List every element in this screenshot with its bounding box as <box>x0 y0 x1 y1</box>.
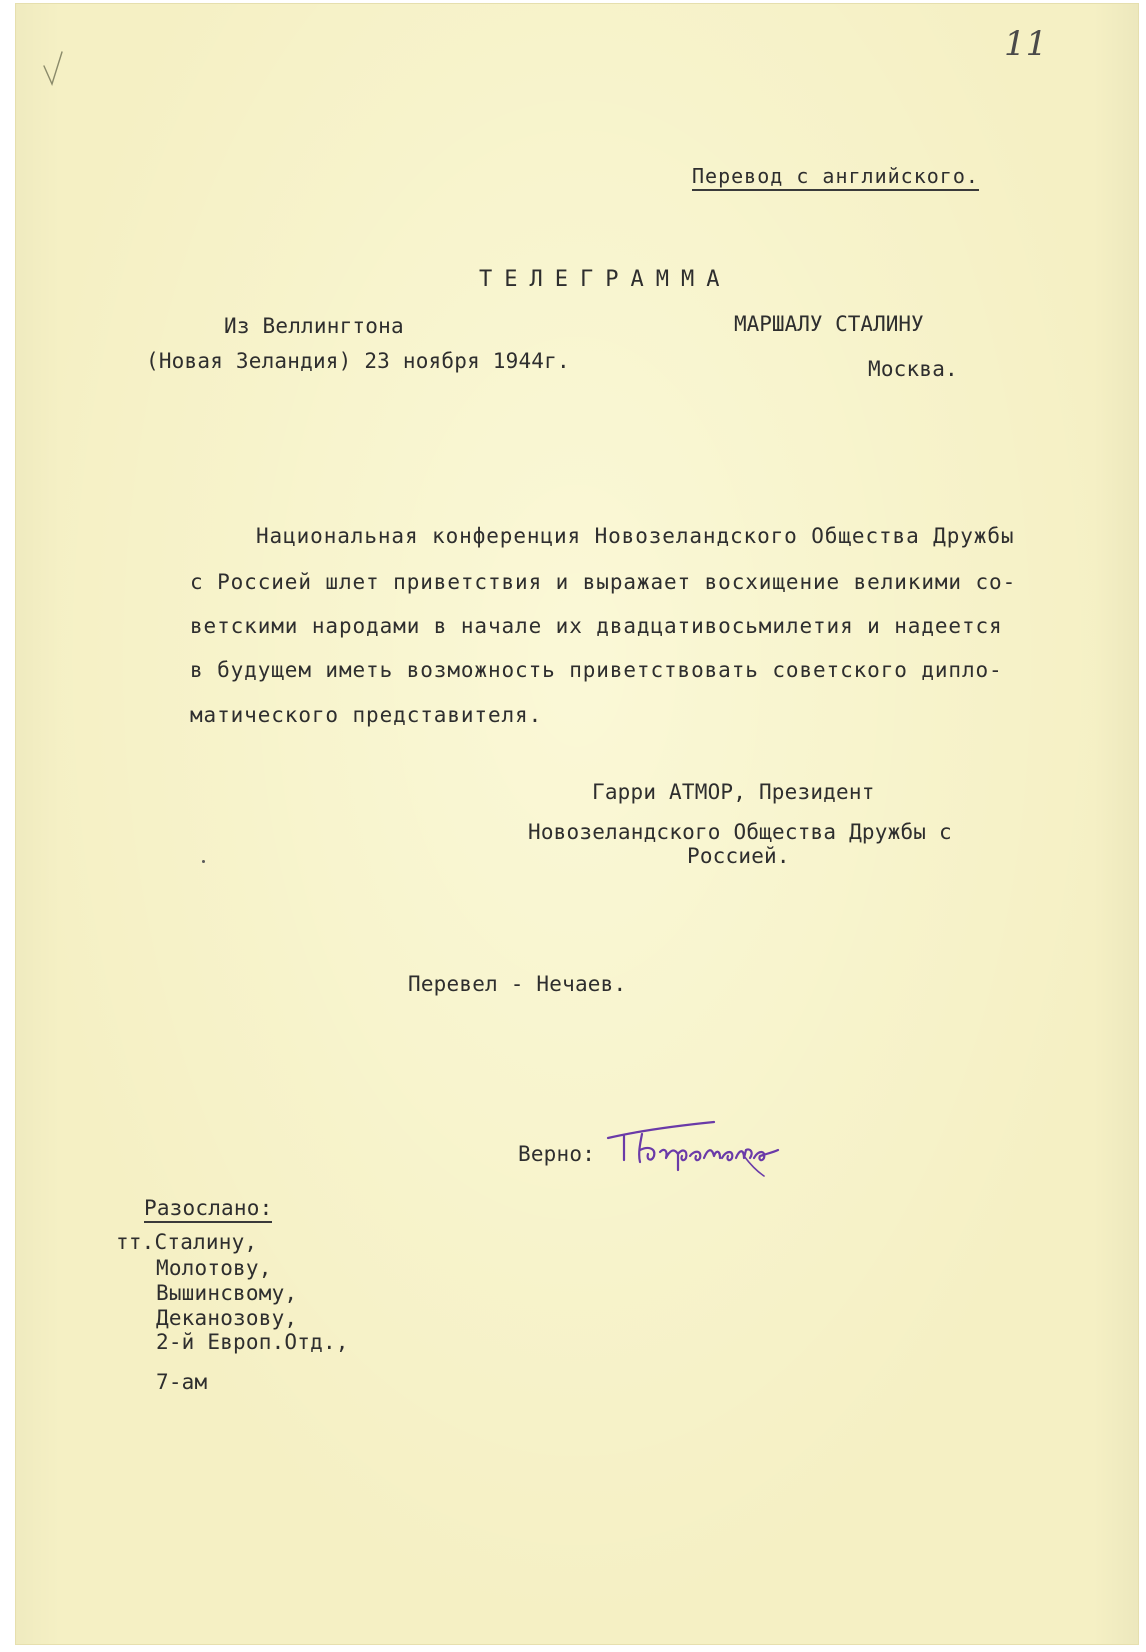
stray-dot <box>202 860 205 863</box>
origin-line-1: Из Веллингтона <box>224 314 404 338</box>
body-line-5: матического представителя. <box>190 703 543 727</box>
distribution-heading: Разослано: <box>144 1196 272 1223</box>
distribution-item: тт.Сталину, <box>116 1230 258 1254</box>
addressee-line-1: МАРШАЛУ СТАЛИНУ <box>734 312 924 336</box>
handwritten-signature <box>594 1112 794 1182</box>
document-sheet <box>16 4 1138 1644</box>
distribution-item: Деканозову, <box>156 1306 298 1330</box>
page-number: 11 <box>1004 24 1048 64</box>
distribution-item: Молотову, <box>156 1256 272 1280</box>
body-line-2: с Россией шлет приветствия и выражает восхищение великими со- <box>190 570 1017 594</box>
body-line-1: Национальная конференция Новозеландского Общества Дружбы <box>256 524 1015 548</box>
addressee-line-2: Москва. <box>868 357 958 381</box>
distribution-item: Вышинсвому, <box>156 1281 298 1305</box>
distribution-item: 2-й Европ.Отд., <box>156 1330 349 1354</box>
check-mark-icon <box>36 44 76 94</box>
body-line-3: ветскими народами в начале их двадцативосьмилетия и надеется <box>190 614 1003 638</box>
signatory-line-1: Гарри АТМОР, Президент <box>592 780 875 804</box>
signatory-line-3: Россией. <box>687 844 790 868</box>
translation-note: Перевод с английского. <box>692 164 979 191</box>
origin-line-2: (Новая Зеландия) 23 ноября 1944г. <box>146 349 570 373</box>
translator-line: Перевел - Нечаев. <box>408 972 627 996</box>
distribution-item: 7-ам <box>156 1370 208 1394</box>
document-title: ТЕЛЕГРАММА <box>479 267 732 292</box>
signatory-line-2: Новозеландского Общества Дружбы с <box>528 820 952 844</box>
certification-label: Верно: <box>518 1142 596 1166</box>
body-line-4: в будущем иметь возможность приветствовать советского дипло- <box>190 658 1003 682</box>
